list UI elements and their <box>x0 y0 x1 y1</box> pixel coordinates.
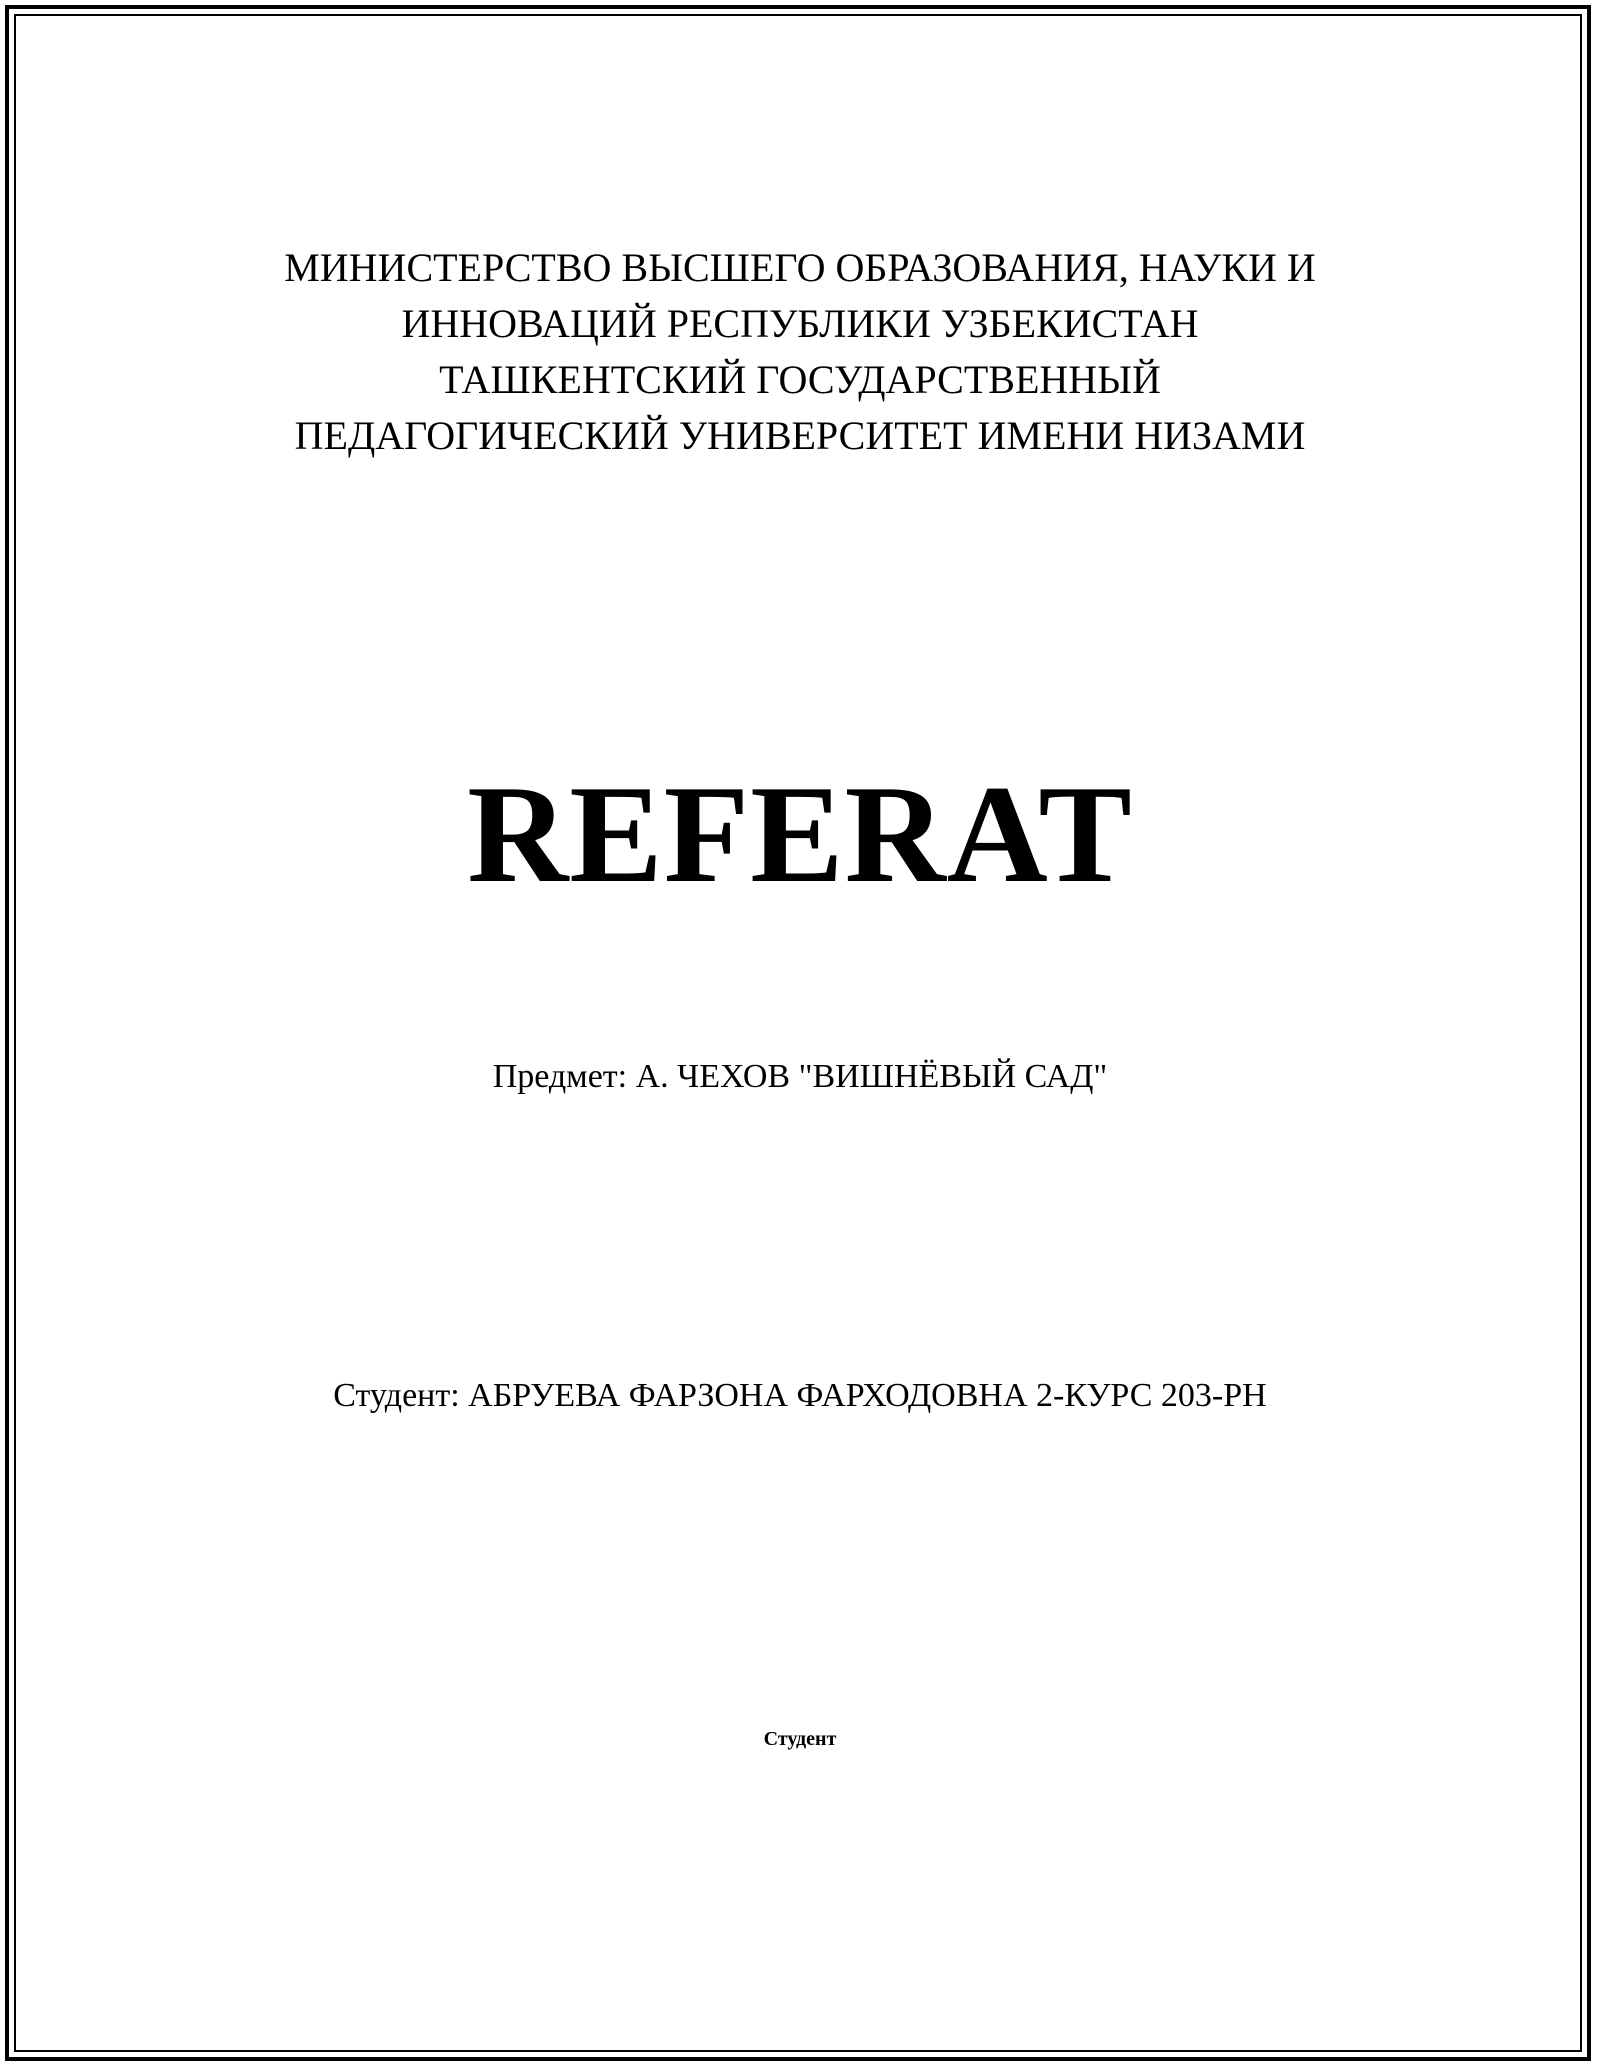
institution-header <box>0 240 1600 464</box>
header-line-3: ТАШКЕНТСКИЙ ГОСУДАРСТВЕННЫЙ <box>439 357 1161 402</box>
header-line-1: МИНИСТЕРСТВО ВЫСШЕГО ОБРАЗОВАНИЯ, НАУКИ И <box>284 245 1316 290</box>
document-title: REFERAT <box>467 757 1133 912</box>
student-line: Студент: АБРУЕВА ФАРЗОНА ФАРХОДОВНА 2-КУРС 203-РН <box>333 1377 1267 1414</box>
header-line-2: ИННОВАЦИЙ РЕСПУБЛИКИ УЗБЕКИСТАН <box>401 301 1199 346</box>
subject-line: Предмет: А. ЧЕХОВ "ВИШНЁВЫЙ САД" <box>492 1058 1108 1095</box>
signature-label: Студент <box>763 1728 837 1750</box>
header-line-4: ПЕДАГОГИЧЕСКИЙ УНИВЕРСИТЕТ ИМЕНИ НИЗАМИ <box>294 413 1306 458</box>
